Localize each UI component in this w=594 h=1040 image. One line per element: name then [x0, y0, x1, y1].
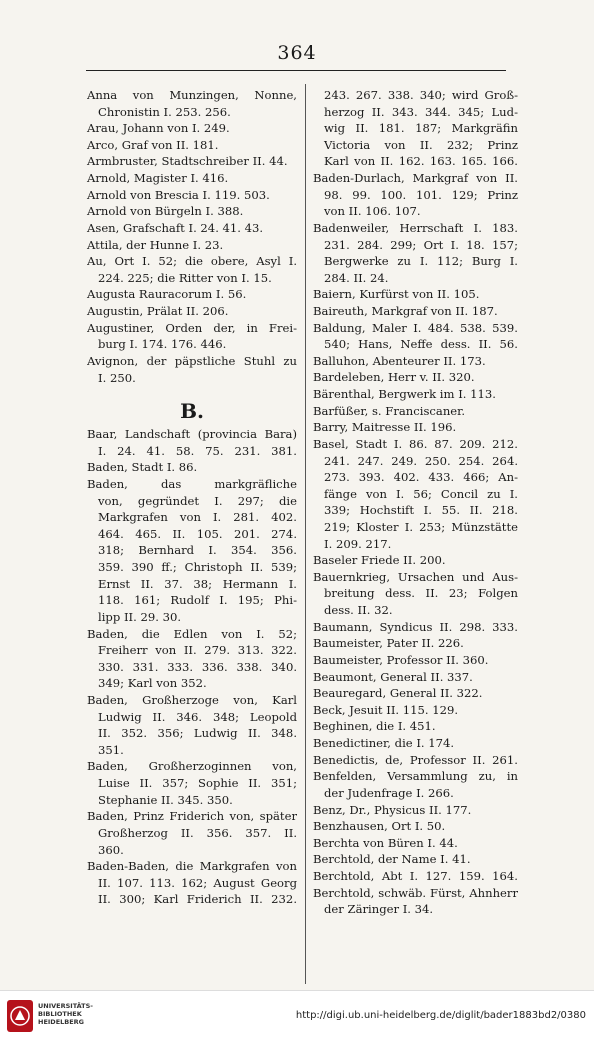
index-line: 349; Karl von 352. [98, 676, 207, 691]
index-line: Augusta Rauracorum I. 56. [87, 287, 247, 302]
index-line: Baden, die Edlen von I. 52; [87, 626, 297, 641]
index-line: 540; Hans, Neffe dess. II. 56. [324, 337, 518, 352]
index-line: Baumeister, Professor II. 360. [313, 652, 489, 667]
index-line: dess. II. 32. [324, 603, 393, 618]
index-line: I. 24. 41. 58. 75. 231. 381. [98, 443, 297, 458]
index-line: Chronistin I. 253. 256. [98, 104, 231, 119]
index-line: Baden, Großherzoginnen von, [87, 759, 297, 774]
index-line: Attila, der Hunne I. 23. [87, 237, 224, 252]
permalink-url[interactable]: http://digi.ub.uni-heidelberg.de/diglit/bader1883bd2/0380 [295, 1010, 586, 1021]
index-line: Benzhausen, Ort I. 50. [313, 819, 446, 834]
index-line: Baiern, Kurfürst von II. 105. [313, 287, 480, 302]
index-line: Baden-Baden, die Markgrafen von [87, 859, 297, 874]
index-line: Freiherr von II. 279. 313. 322. [98, 643, 297, 658]
index-line: 118. 161; Rudolf I. 195; Phi- [98, 593, 297, 608]
viewer-footer [0, 990, 594, 1040]
index-line: Arnold von Bürgeln I. 388. [87, 204, 244, 219]
index-line: breitung dess. II. 23; Folgen [324, 586, 518, 601]
index-line: 318; Bernhard I. 354. 356. [98, 543, 297, 558]
index-line: Beghinen, die I. 451. [313, 719, 436, 734]
index-line: Au, Ort I. 52; die obere, Asyl I. [87, 254, 297, 269]
index-column-left [87, 87, 297, 908]
index-line: 241. 247. 249. 250. 254. 264. [324, 453, 518, 468]
index-line: der Judenfrage I. 266. [324, 785, 454, 800]
index-line: Ernst II. 37. 38; Hermann I. [98, 576, 297, 591]
column-divider [305, 84, 306, 984]
index-line: Benedictiner, die I. 174. [313, 736, 455, 751]
index-line: Benedictis, de, Professor II. 261. [313, 752, 518, 767]
index-line: Stephanie II. 345. 350. [98, 792, 233, 807]
index-line: Arau, Johann von I. 249. [87, 121, 230, 136]
index-line: Bardeleben, Herr v. II. 320. [313, 370, 475, 385]
index-line: Baseler Friede II. 200. [313, 553, 446, 568]
index-line: Barfüßer, s. Franciscaner. [313, 403, 466, 418]
index-column-right [313, 87, 518, 918]
header-rule [86, 70, 506, 71]
index-line: Baden, Großherzoge von, Karl [87, 692, 297, 707]
index-line: 98. 99. 100. 101. 129; Prinz [324, 187, 518, 202]
index-line: Baar, Landschaft (provincia Bara) [87, 427, 297, 442]
index-line: Arco, Graf von II. 181. [87, 137, 219, 152]
index-line: Baden, das markgräfliche [87, 477, 297, 492]
index-line: Berchta von Büren I. 44. [313, 835, 458, 850]
index-line: Beauregard, General II. 322. [313, 686, 483, 701]
index-line: Avignon, der päpstliche Stuhl zu [87, 353, 297, 368]
index-line: 359. 390 ff.; Christoph II. 539; [98, 560, 297, 575]
index-line: fänge von I. 56; Concil zu I. [324, 486, 518, 501]
index-line: Baden, Stadt I. 86. [87, 460, 198, 475]
index-line: Baumann, Syndicus II. 298. 333. [313, 619, 518, 634]
index-line: 231. 284. 299; Ort I. 18. 157; [324, 237, 518, 252]
index-line: von II. 106. 107. [324, 204, 421, 219]
index-line: von, gegründet I. 297; die [98, 493, 297, 508]
index-line: wig II. 181. 187; Markgräfin [324, 121, 518, 136]
index-line: Balluhon, Abenteurer II. 173. [313, 353, 486, 368]
index-line: Ludwig II. 346. 348; Leopold [98, 709, 297, 724]
index-line: 219; Kloster I. 253; Münzstätte [324, 519, 518, 534]
index-line: Berchtold, Abt I. 127. 159. 164. [313, 869, 518, 884]
index-line: Baden-Durlach, Markgraf von II. [313, 171, 518, 186]
index-line: Beaumont, General II. 337. [313, 669, 473, 684]
index-line: der Zäringer I. 34. [324, 902, 434, 917]
index-line: Berchtold, schwäb. Fürst, Ahnherr [313, 885, 518, 900]
index-line: II. 107. 113. 162; August Georg [98, 875, 297, 890]
index-line: 330. 331. 333. 336. 338. 340. [98, 659, 297, 674]
index-line: Markgrafen von I. 281. 402. [98, 510, 297, 525]
index-line: Arnold, Magister I. 416. [87, 171, 229, 186]
index-line: Bauernkrieg, Ursachen und Aus- [313, 569, 518, 584]
index-line: Bergwerke zu I. 112; Burg I. [324, 254, 518, 269]
index-line: Berchtold, der Name I. 41. [313, 852, 471, 867]
index-line: 360. [98, 842, 124, 857]
index-line: Beck, Jesuit II. 115. 129. [313, 702, 459, 717]
index-line: 351. [98, 742, 124, 757]
index-line: Armbruster, Stadtschreiber II. 44. [87, 154, 288, 169]
index-line: Arnold von Brescia I. 119. 503. [87, 187, 270, 202]
page-number: 364 [277, 42, 317, 64]
index-line: 464. 465. II. 105. 201. 274. [98, 526, 297, 541]
index-line: Baden, Prinz Friderich von, später [87, 809, 297, 824]
index-line: Barry, Maitresse II. 196. [313, 420, 457, 435]
index-line: 243. 267. 338. 340; wird Groß- [324, 88, 518, 102]
index-line: Augustiner, Orden der, in Frei- [87, 320, 297, 335]
index-line: Anna von Munzingen, Nonne, [87, 88, 297, 102]
index-line: Augustin, Prälat II. 206. [87, 304, 229, 319]
index-line: herzog II. 343. 344. 345; Lud- [324, 104, 518, 119]
index-line: lipp II. 29. 30. [98, 609, 182, 624]
index-line: 273. 393. 402. 433. 466; An- [324, 470, 518, 485]
index-line: Karl von II. 162. 163. 165. 166. [324, 154, 518, 169]
index-line: Victoria von II. 232; Prinz [324, 137, 518, 152]
section-heading: B. [180, 399, 204, 424]
index-line: I. 209. 217. [324, 536, 392, 551]
index-line: Bärenthal, Bergwerk im I. 113. [313, 387, 496, 402]
index-line: Badenweiler, Herrschaft I. 183. [313, 220, 518, 235]
index-line: Baumeister, Pater II. 226. [313, 636, 464, 651]
index-line: Baldung, Maler I. 484. 538. 539. [313, 320, 518, 335]
index-line: Baireuth, Markgraf von II. 187. [313, 303, 498, 318]
index-line: 224. 225; die Ritter von I. 15. [98, 270, 272, 285]
index-line: II. 300; Karl Friderich II. 232. [98, 892, 297, 907]
index-line: Basel, Stadt I. 86. 87. 209. 212. [313, 436, 518, 451]
index-line: II. 352. 356; Ludwig II. 348. [98, 726, 297, 741]
index-line: Asen, Grafschaft I. 24. 41. 43. [87, 220, 264, 235]
index-line: 339; Hochstift I. 55. II. 218. [324, 503, 518, 518]
index-line: Benz, Dr., Physicus II. 177. [313, 802, 472, 817]
index-line: I. 250. [98, 370, 136, 385]
index-line: Benfelden, Versammlung zu, in [313, 769, 518, 784]
index-line: Großherzog II. 356. 357. II. [98, 825, 297, 840]
library-name: UNIVERSITÄTS- BIBLIOTHEK HEIDELBERG [38, 1002, 93, 1026]
index-line: Luise II. 357; Sophie II. 351; [98, 776, 297, 791]
index-line: burg I. 174. 176. 446. [98, 337, 227, 352]
university-seal-icon [6, 999, 34, 1033]
index-line: 284. II. 24. [324, 270, 389, 285]
